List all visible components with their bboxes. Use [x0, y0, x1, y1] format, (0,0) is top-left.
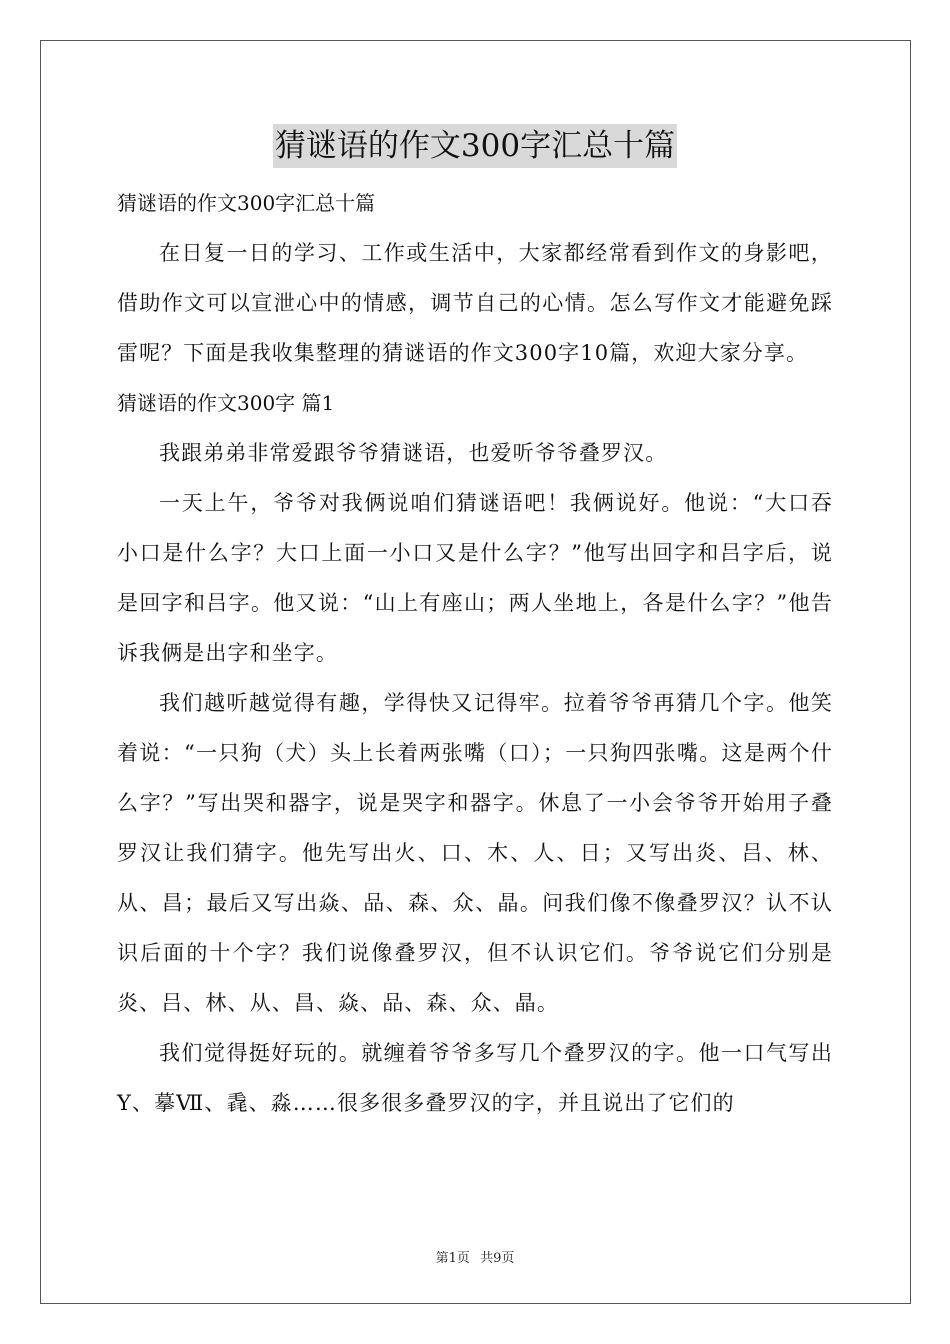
- document-body: [117, 178, 833, 1128]
- document-title: 猜谜语的作文300字汇总十篇: [273, 124, 677, 168]
- intro-paragraph: 在日复一日的学习、工作或生活中，大家都经常看到作文的身影吧，借助作文可以宣泄心中的情感，调节自己的心情。怎么写作文才能避免踩雷呢？下面是我收集整理的猜谜语的作文300字10篇，欢迎大家分享。: [117, 241, 833, 365]
- body-paragraph-3: 我们越听越觉得有趣，学得快又记得牢。拉着爷爷再猜几个字。他笑着说：“一只狗（犬）头上长着两张嘴（口）；一只狗四张嘴。这是两个什么字？”写出哭和器字，说是哭字和器字。休息了一小会爷爷开始用子叠罗汉让我们猜字。他先写出火、口、木、人、日；又写出炎、吕、林、从、昌；最后又写出焱、品、森、众、晶。问我们像不像叠罗汉？认不认识后面的十个字？我们说像叠罗汉，但不认识它们。爷爷说它们分别是炎、吕、林、从、昌、焱、品、森、众、晶。: [117, 691, 833, 1015]
- page-footer: [0, 1247, 950, 1266]
- page-total: 共9页: [480, 1251, 515, 1266]
- document-subtitle: 猜谜语的作文300字汇总十篇: [117, 191, 376, 215]
- title-container: [0, 124, 950, 168]
- section-heading: 猜谜语的作文300字 篇1: [117, 391, 335, 415]
- body-paragraph-4: 我们觉得挺好玩的。就缠着爷爷多写几个叠罗汉的字。他一口气写出Y、摹Ⅶ、毳、淼……很多很多叠罗汉的字，并且说出了它们的: [117, 1041, 833, 1115]
- page-number: 第1页: [435, 1251, 470, 1266]
- body-paragraph-1: 我跟弟弟非常爱跟爷爷猜谜语，也爱听爷爷叠罗汉。: [159, 441, 668, 465]
- body-paragraph-2: 一天上午，爷爷对我俩说咱们猜谜语吧！我俩说好。他说：“大口吞小口是什么字？大口上面一小口又是什么字？”他写出回字和吕字后，说是回字和吕字。他又说：“山上有座山；两人坐地上，各是什么字？”他告诉我俩是出字和坐字。: [117, 491, 833, 665]
